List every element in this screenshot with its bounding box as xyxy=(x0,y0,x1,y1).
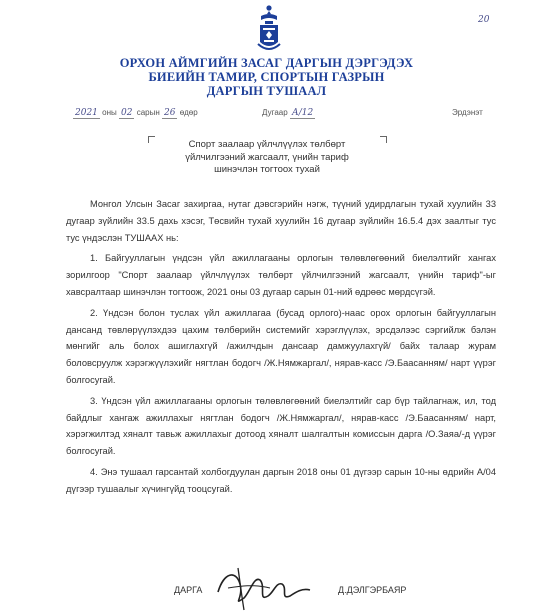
date-month: 02 xyxy=(121,108,133,118)
number-line xyxy=(262,108,315,119)
signature-role: ДАРГА xyxy=(174,585,203,595)
date-day: 26 xyxy=(164,108,176,118)
order-number: А/12 xyxy=(291,108,314,118)
title-line: шинэчлэн тогтоох тухай xyxy=(214,164,320,175)
body-paragraph-2: 2. Үндсэн болон туслах үйл ажиллагаа (бусад орлого)-наас орох орлогын байгууллагын дансанд төвлөрүүлэхдээ цахим төлбөрийн системийг хэрэглүүлэх, эрсдэлээс сэргийлж бэлэн мөнгийг аль болох ашиглахгүй /ажилчдын дансаар дамжуулахгүй/ байх талаар журам боловсруулж хэрэгжүүлэхийг нягтлан бодогч /Ж.Нямжаргал/, нярав-касс /Э.Баасанням/ нарт үүрэг болгосугай. xyxy=(66,307,496,385)
date-day-suffix: өдөр xyxy=(179,108,198,117)
title-line: Спорт заалаар үйлчлүүлэх төлбөрт xyxy=(188,139,346,150)
date-year-suffix: оны xyxy=(102,108,117,117)
document-body xyxy=(66,196,496,502)
date-month-suffix: сарын xyxy=(136,108,160,117)
document-title xyxy=(150,139,384,177)
place-label: Эрдэнэт xyxy=(452,108,483,117)
header-organization-line1: ОРХОН АЙМГИЙН ЗАСАГ ДАРГЫН ДЭРГЭДЭХ xyxy=(119,56,414,70)
body-paragraph-4: 4. Энэ тушаал гарсантай холбогдуулан даргын 2018 оны 01 дүгээр сарын 10-ны өдрийн А/04 дүгээр тушаалыг хүчингүйд тооцсугай. xyxy=(66,466,496,494)
date-year: 2021 xyxy=(75,108,98,118)
handwritten-signature-icon xyxy=(210,562,330,612)
date-line xyxy=(73,108,198,119)
body-paragraph-1: 1. Байгууллагын үндсэн үйл ажиллагааны орлогын төлөвлөгөөний биелэлтийг хангах зорилгоор "Спорт заалаар үйлчлүүлэх төлбөрт үйлчилгээний жагсаалт, үнийн тариф"-ыг хавсралтаар шинэчлэн тогтоож, 2021 оны 03 дугаар сарын 01-ний өдрөөс мөрдсүгэй. xyxy=(66,253,496,297)
title-line: үйлчилгээний жагсаалт, үнийн тариф xyxy=(185,151,349,163)
header-document-type: ДАРГЫН ТУШААЛ xyxy=(206,84,327,98)
signatory-name: Д.ДЭЛГЭРБАЯР xyxy=(338,585,407,595)
corner-handwritten-note: 20 xyxy=(478,15,490,25)
number-label: Дугаар xyxy=(262,108,288,117)
body-paragraph-3: 3. Үндсэн үйл ажиллагааны орлогын төлөвлөгөөний биелэлтийг сар бүр тайлагнаж, ил, тод байдлыг хангаж ажиллахыг нягтлан бодогч /Ж.Нямжаргал/, нярав-касс /Э.Баасанням/ нарт, хэрэгжилтэд хяналт тавьж ажиллахыг дотоод хяналт шалгалтын комиссын дарга /О.Заяа/-д үүрэг болгосугай. xyxy=(66,395,496,457)
header-organization-line2: БИЕИЙН ТАМИР, СПОРТЫН ГАЗРЫН xyxy=(148,70,385,84)
body-paragraph-preamble: Монгол Улсын Засаг захиргаа, нутаг дэвсгэрийн нэгж, түүний удирдлагын тухай хуулийн 33 дугаар зүйлийн 33.5 дахь хэсэг, Төсвийн тухай хуулийн 16 дугаар зүйлийн 16.5.4 дэх заалтыг тус тус үндэслэн ТУШААХ нь: xyxy=(66,199,496,243)
state-emblem-icon xyxy=(256,4,282,54)
